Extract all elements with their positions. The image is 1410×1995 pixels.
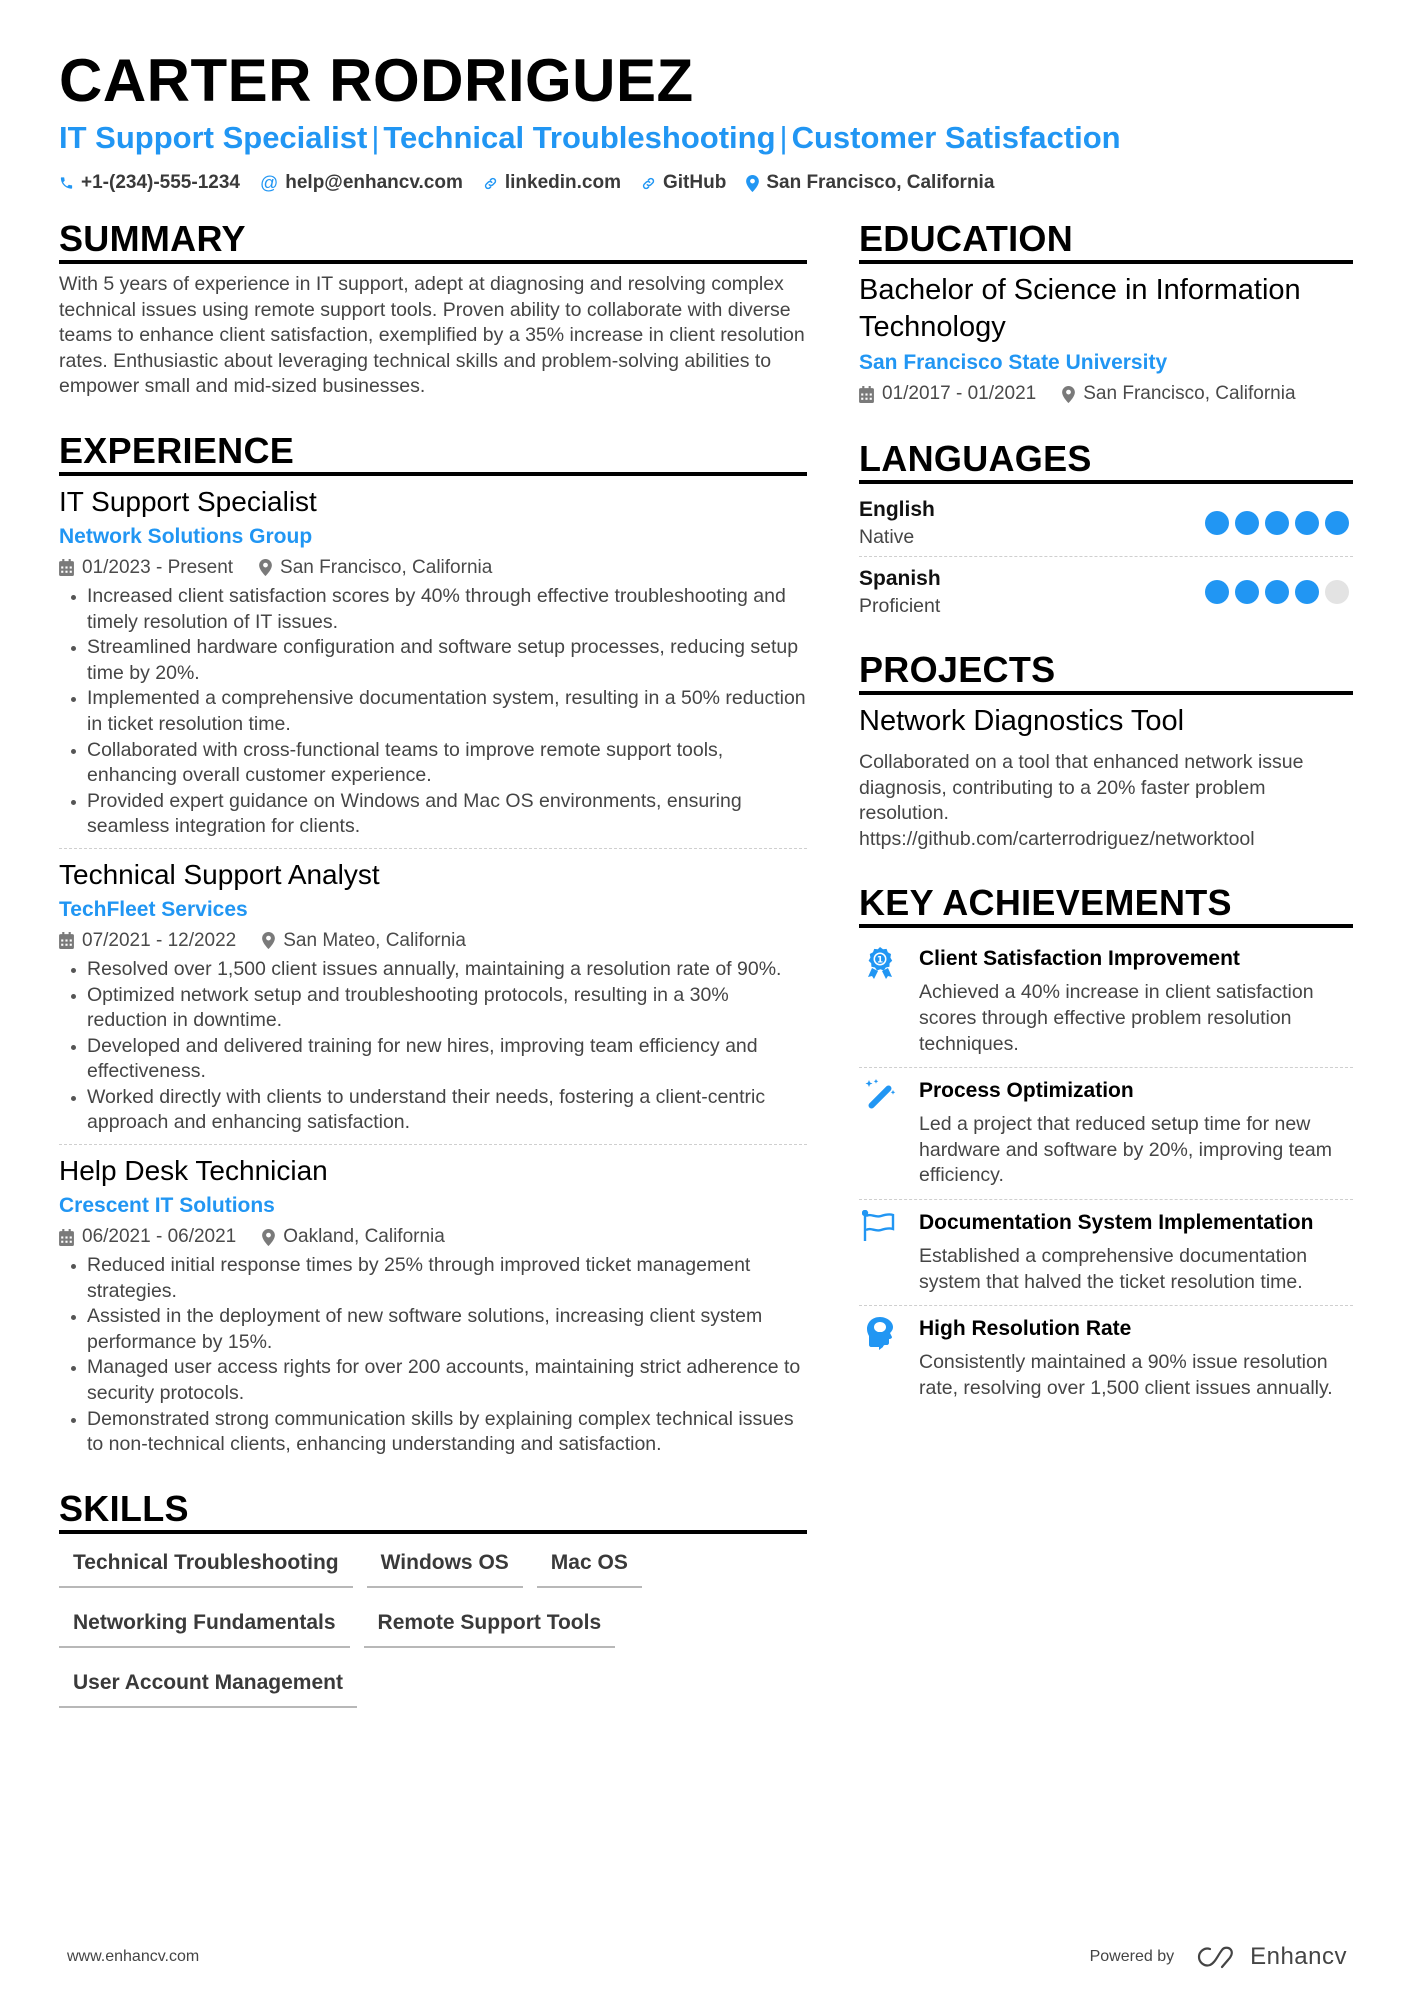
- headline-separator: |: [371, 120, 380, 155]
- experience-section: [59, 430, 807, 1466]
- contact-email[interactable]: [260, 172, 463, 194]
- head-brain-icon: [859, 1314, 901, 1401]
- company-name: TechFleet Services: [59, 897, 248, 921]
- link-icon: [483, 176, 498, 191]
- section-divider: [859, 691, 1353, 695]
- project-link[interactable]: https://github.com/carterrodriguez/networktool: [859, 827, 1255, 850]
- job-bullet: Managed user access rights for over 200 accounts, maintaining strict adherence to security protocols.: [59, 1355, 807, 1406]
- education-location-text: San Francisco, California: [1083, 383, 1296, 404]
- achievement-description: Established a comprehensive documentation system that halved the ticket resolution time.: [919, 1244, 1308, 1293]
- summary-text: With 5 years of experience in IT support, adept at diagnosing and resolving complex technical issues using remote support tools. Proven ability to collaborate with diverse teams to enhance client satisfaction, exemplified by a 35% increase in client resolution rates. Enthusiastic about leveraging technical skills and problem-solving abilities to empower small and mid-sized businesses.: [59, 273, 805, 398]
- language-name: English: [859, 498, 935, 521]
- calendar-icon: [59, 1229, 74, 1246]
- contact-bar: [59, 172, 1359, 194]
- language-item: [859, 492, 1353, 556]
- skill-tag: Remote Support Tools: [364, 1602, 616, 1648]
- achievement-item: [859, 1067, 1353, 1199]
- resume-header: [59, 48, 1359, 194]
- job-bullet: Reduced initial response times by 25% through improved ticket management strategies.: [59, 1253, 807, 1304]
- job-bullets: [59, 1253, 807, 1458]
- job-bullet: Collaborated with cross-functional teams to improve remote support tools, enhancing overall customer experience.: [59, 738, 807, 789]
- rating-dot-filled: [1235, 580, 1259, 604]
- powered-by: [1090, 1943, 1347, 1971]
- contact-location-text: San Francisco, California: [766, 172, 995, 193]
- job-dates-text: 06/2021 - 06/2021: [82, 1226, 237, 1248]
- left-column: [59, 218, 807, 1730]
- at-icon: @: [259, 172, 279, 193]
- job-meta: [59, 927, 807, 955]
- education-location: [1062, 380, 1295, 408]
- headline-part: Customer Satisfaction: [791, 120, 1121, 155]
- section-divider: [59, 260, 807, 264]
- degree: Bachelor of Science in Information Technology: [859, 274, 1301, 343]
- education-meta: [859, 380, 1353, 408]
- contact-github[interactable]: [641, 172, 726, 194]
- skill-tag: Networking Fundamentals: [59, 1602, 350, 1648]
- job-bullets: [59, 584, 807, 840]
- project-title: Network Diagnostics Tool: [859, 705, 1185, 737]
- headline-separator: |: [779, 120, 788, 155]
- location-pin-icon: [259, 559, 272, 576]
- language-level: Proficient: [859, 595, 941, 617]
- project-description-text: Collaborated on a tool that enhanced network issue diagnosis, contributing to a 20% faster problem resolution.: [859, 751, 1304, 825]
- job-location: [262, 1223, 445, 1251]
- contact-location: [746, 172, 994, 194]
- location-pin-icon: [262, 932, 275, 949]
- projects-section: [859, 649, 1353, 852]
- skills-list: [59, 1542, 819, 1708]
- section-title: SUMMARY: [59, 218, 246, 259]
- language-name: Spanish: [859, 567, 941, 590]
- skills-section: [59, 1488, 807, 1708]
- contact-linkedin[interactable]: [483, 172, 621, 194]
- job-location-text: Oakland, California: [283, 1226, 445, 1248]
- achievements-section: [859, 882, 1353, 1411]
- section-title: EXPERIENCE: [59, 429, 295, 471]
- job-location-text: San Mateo, California: [283, 929, 466, 951]
- location-pin-icon: [1062, 386, 1075, 403]
- job-meta: [59, 554, 807, 582]
- job-bullet: Provided expert guidance on Windows and Mac OS environments, ensuring seamless integration for clients.: [59, 789, 807, 840]
- job-location: [262, 927, 466, 955]
- section-title: KEY ACHIEVEMENTS: [859, 882, 1232, 924]
- job-bullet: Assisted in the deployment of new software solutions, increasing client system performance by 15%.: [59, 1304, 807, 1355]
- language-rating: [1205, 511, 1349, 535]
- headline-part: IT Support Specialist: [59, 120, 368, 155]
- section-divider: [859, 924, 1353, 928]
- job-dates: [59, 927, 236, 955]
- job-title: Technical Support Analyst: [59, 858, 380, 890]
- page-footer: [67, 1943, 1347, 1971]
- calendar-icon: [59, 932, 74, 949]
- school-name: San Francisco State University: [859, 351, 1168, 374]
- education-dates: [859, 380, 1036, 408]
- phone-icon: [59, 175, 74, 191]
- company-name: Crescent IT Solutions: [59, 1194, 275, 1218]
- section-title: PROJECTS: [859, 649, 1056, 690]
- job-bullet: Demonstrated strong communication skills by explaining complex technical issues to non-technical clients, enhancing understanding and satisfaction.: [59, 1407, 807, 1458]
- job-dates: [59, 554, 233, 582]
- job-dates-text: 07/2021 - 12/2022: [82, 929, 237, 951]
- job-location-text: San Francisco, California: [280, 556, 493, 578]
- skill-tag: Windows OS: [367, 1542, 523, 1588]
- job-bullet: Optimized network setup and troubleshooting protocols, resulting in a 30% reduction in downtime.: [59, 983, 807, 1034]
- rating-dot-filled: [1265, 580, 1289, 604]
- job-meta: [59, 1223, 807, 1251]
- achievement-description: Achieved a 40% increase in client satisfaction scores through effective problem resolution techniques.: [919, 981, 1314, 1055]
- rating-dot-filled: [1205, 580, 1229, 604]
- enhancv-logo-icon: [1196, 1944, 1240, 1970]
- project-description: [859, 750, 1353, 852]
- achievement-item: [859, 936, 1353, 1067]
- skill-tag: Technical Troubleshooting: [59, 1542, 353, 1588]
- magic-wand-icon: [859, 1076, 901, 1189]
- headline-part: Technical Troubleshooting: [383, 120, 776, 155]
- skill-tag: User Account Management: [59, 1662, 357, 1708]
- section-title: SKILLS: [59, 1487, 189, 1529]
- job-dates-text: 01/2023 - Present: [82, 556, 234, 578]
- education-dates-text: 01/2017 - 01/2021: [882, 383, 1037, 404]
- contact-github-text: GitHub: [663, 172, 727, 193]
- job-entry: [59, 848, 807, 1144]
- calendar-icon: [59, 559, 74, 576]
- language-item: [859, 556, 1353, 625]
- job-bullet: Developed and delivered training for new hires, improving team efficiency and effectiveness.: [59, 1034, 807, 1085]
- powered-by-label: Powered by: [1089, 1948, 1175, 1965]
- language-rating: [1205, 580, 1349, 604]
- job-bullets: [59, 957, 807, 1136]
- right-column: [859, 218, 1353, 1433]
- summary-section: [59, 218, 807, 400]
- achievement-item: [859, 1305, 1353, 1411]
- location-pin-icon: [262, 1229, 275, 1246]
- job-entry: [59, 1144, 807, 1466]
- rating-dot-filled: [1295, 511, 1319, 535]
- languages-section: [859, 438, 1353, 625]
- section-title: LANGUAGES: [859, 438, 1092, 479]
- candidate-name: CARTER RODRIGUEZ: [59, 47, 694, 114]
- brand-name: Enhancv: [1250, 1943, 1347, 1970]
- link-icon: [641, 176, 656, 191]
- achievement-description: Consistently maintained a 90% issue resolution rate, resolving over 1,500 client issues annually.: [919, 1351, 1333, 1399]
- achievement-title: Client Satisfaction Improvement: [919, 947, 1240, 971]
- achievement-title: Process Optimization: [919, 1079, 1134, 1103]
- job-bullet: Streamlined hardware configuration and software setup processes, reducing setup time by 20%.: [59, 635, 807, 686]
- contact-linkedin-text: linkedin.com: [504, 172, 621, 193]
- job-location: [259, 554, 492, 582]
- rating-dot-filled: [1265, 511, 1289, 535]
- section-title: EDUCATION: [859, 218, 1074, 259]
- rating-dot-empty: [1325, 580, 1349, 604]
- achievement-item: [859, 1199, 1353, 1305]
- rating-dot-filled: [1235, 511, 1259, 535]
- contact-email-text: help@enhancv.com: [285, 172, 463, 193]
- section-divider: [59, 1530, 807, 1534]
- achievement-title: High Resolution Rate: [919, 1317, 1132, 1341]
- job-bullet: Increased client satisfaction scores by 40% through effective troubleshooting and timely resolution of IT issues.: [59, 584, 807, 635]
- footer-website-link[interactable]: www.enhancv.com: [67, 1948, 200, 1965]
- achievement-description: Led a project that reduced setup time for new hardware and software by 20%, improving team efficiency.: [919, 1113, 1332, 1187]
- job-entry: [59, 484, 807, 848]
- achievement-title: Documentation System Implementation: [919, 1210, 1314, 1234]
- rating-dot-filled: [1325, 511, 1349, 535]
- job-title: IT Support Specialist: [59, 485, 317, 517]
- section-divider: [859, 260, 1353, 264]
- job-bullet: Resolved over 1,500 client issues annually, maintaining a resolution rate of 90%.: [59, 957, 807, 983]
- section-divider: [59, 472, 807, 476]
- flag-icon: [859, 1208, 901, 1295]
- calendar-icon: [859, 386, 874, 403]
- company-name: Network Solutions Group: [59, 524, 313, 548]
- award-ribbon-icon: [859, 944, 901, 1057]
- job-bullet: Worked directly with clients to understand their needs, fostering a client-centric approach and enhancing satisfaction.: [59, 1085, 807, 1136]
- location-pin-icon: [746, 175, 759, 192]
- contact-phone-text: +1-(234)-555-1234: [81, 172, 240, 193]
- rating-dot-filled: [1205, 511, 1229, 535]
- svg-text:1: 1: [876, 955, 884, 966]
- brand-logo[interactable]: [1196, 1943, 1347, 1971]
- job-dates: [59, 1223, 236, 1251]
- job-title: Help Desk Technician: [59, 1155, 328, 1187]
- rating-dot-filled: [1295, 580, 1319, 604]
- skill-tag: Mac OS: [537, 1542, 642, 1588]
- language-level: Native: [859, 526, 915, 548]
- education-section: [859, 218, 1353, 408]
- job-bullet: Implemented a comprehensive documentation system, resulting in a 50% reduction in ticket resolution time.: [59, 686, 807, 737]
- section-divider: [859, 480, 1353, 484]
- contact-phone[interactable]: [59, 172, 240, 194]
- headline: [59, 118, 1359, 158]
